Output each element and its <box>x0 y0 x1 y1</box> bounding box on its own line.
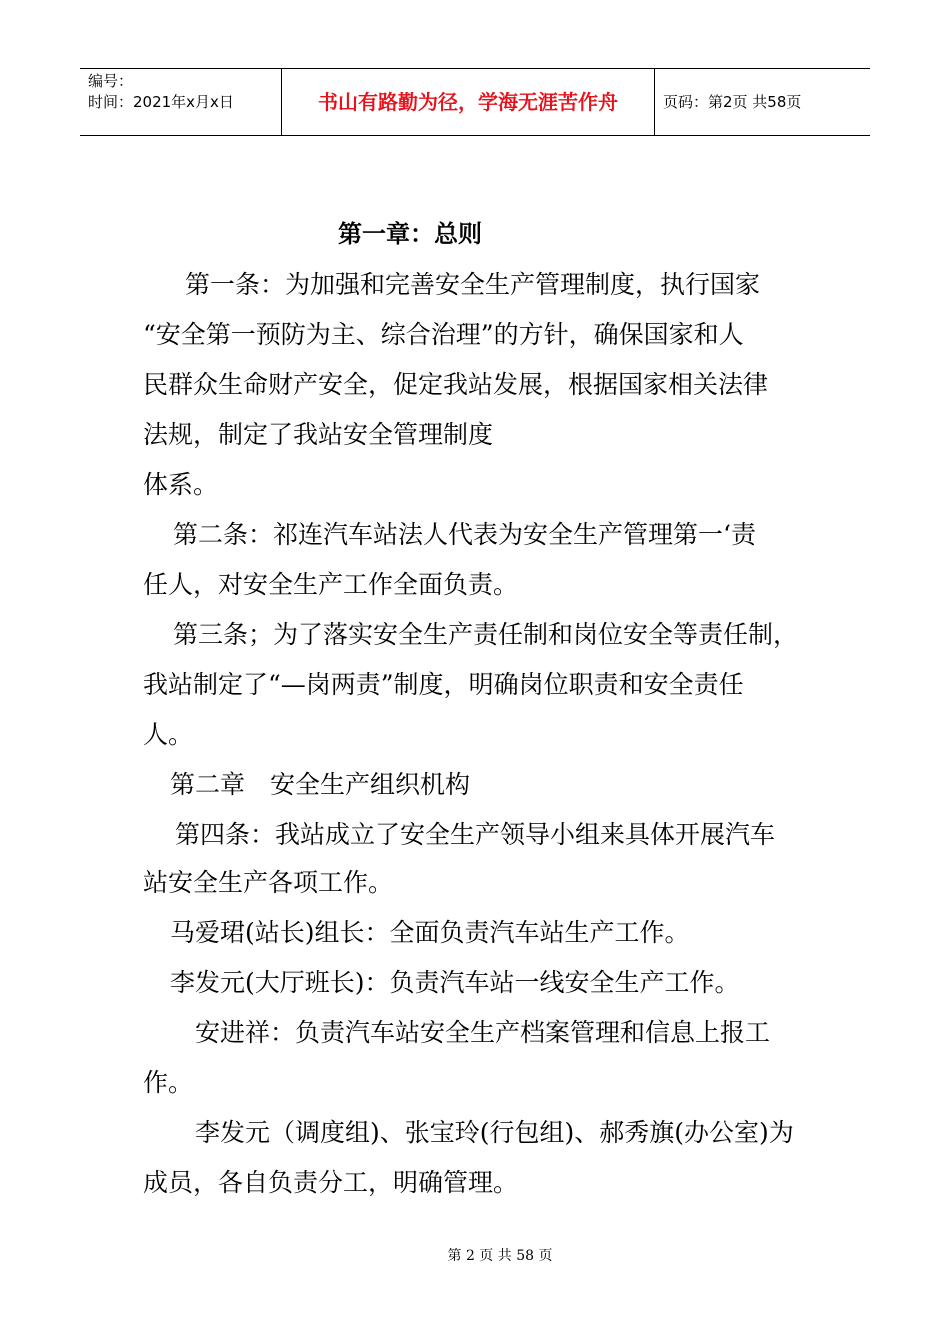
body-line: 我站制定了“—岗两责”制度，明确岗位职责和安全责任 <box>143 670 744 699</box>
body-line: 第二条：祁连汽车站法人代表为安全生产管理第一‘责 <box>173 520 756 549</box>
body-line: 民群众生命财产安全，促定我站发展，根据国家相关法律 <box>143 370 769 399</box>
body-line: 第四条：我站成立了安全生产领导小组来具体开展汽车 <box>175 820 776 849</box>
body-line: 李发元（调度组)、张宝玲(行包组)、郝秀旗(办公室)为 <box>195 1118 794 1147</box>
header-meta <box>80 69 282 135</box>
body-line: 安进祥：负责汽车站安全生产档案管理和信息上报工 <box>195 1018 771 1047</box>
header-date: 时间：2021年x月x日 <box>88 93 234 111</box>
chapter2-heading: 第二章 安全生产组织机构 <box>170 770 471 799</box>
header-motto: 书山有路勤为径，学海无涯苦作舟 <box>282 69 655 135</box>
page-footer: 第 2 页 共 58 页 <box>447 1248 553 1264</box>
body-line: 第一条：为加强和完善安全生产管理制度，执行国家 <box>185 270 761 299</box>
body-line: 作。 <box>143 1068 194 1097</box>
body-line: “安全第一预防为主、综合治理”的方针，确保国家和人 <box>143 320 744 349</box>
body-line: 任人，对安全生产工作全面负责。 <box>143 570 519 599</box>
header-page-info: 页码：第2页 共58页 <box>663 93 802 111</box>
header-number-label: 编号： <box>88 72 134 90</box>
body-line: 第三条；为了落实安全生产责任制和岗位安全等责任制， <box>173 620 799 649</box>
body-line: 成员，各自负责分工，明确管理。 <box>143 1168 519 1197</box>
body-line: 法规，制定了我站安全管理制度 <box>143 420 494 449</box>
page-header <box>80 68 870 136</box>
body-line: 马爱珺(站长)组长：全面负责汽车站生产工作。 <box>170 918 690 947</box>
body-line: 体系。 <box>143 470 219 499</box>
body-line: 人。 <box>143 720 194 749</box>
body-line: 站安全生产各项工作。 <box>143 868 394 897</box>
body-line: 李发元(大厅班长)：负责汽车站一线安全生产工作。 <box>170 968 740 997</box>
chapter-title: 第一章：总则 <box>338 220 482 248</box>
